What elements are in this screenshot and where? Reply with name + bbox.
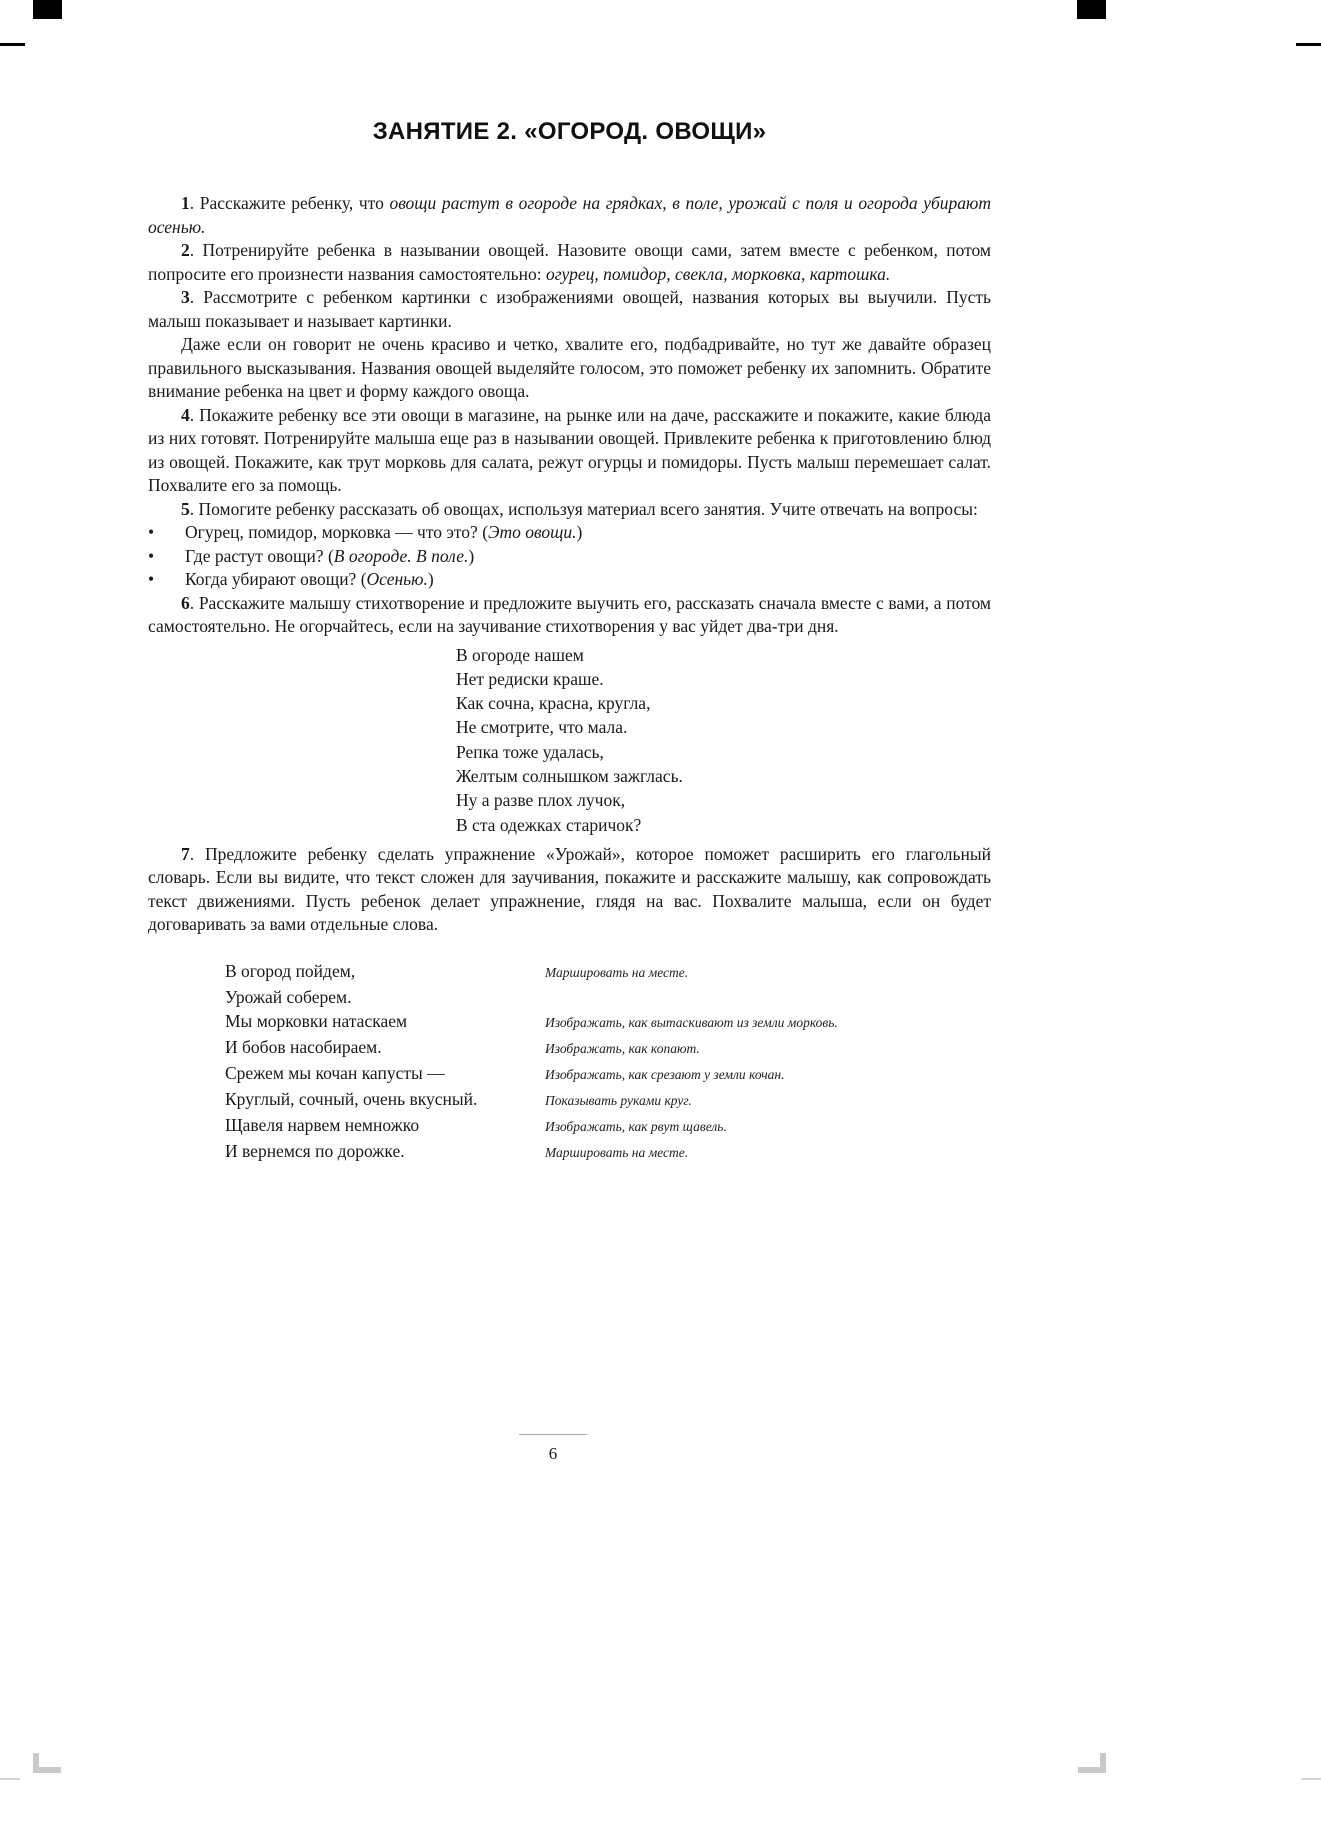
poem-line: В огороде нашем [456, 644, 584, 665]
exercise-verse-line: Мы морковки натаскаем [225, 1010, 408, 1031]
crop-mark-top-right [1077, 0, 1106, 19]
registration-tick-left [0, 43, 25, 46]
item-number: 5 [181, 498, 190, 519]
crop-mark-top-left [33, 0, 62, 19]
exercise-row [225, 959, 991, 985]
poem-line: Как сочна, красна, кругла, [456, 693, 651, 714]
registration-tick-right [1296, 43, 1321, 46]
question-item [148, 545, 991, 569]
poem-line: Не смотрите, что мала. [456, 717, 628, 738]
registration-tick-bottom-left [0, 1778, 20, 1780]
paragraph-text: . Помогите ребенку рассказать об овощах, используя материал всего занятия. Учите отвечать на вопросы: [189, 498, 978, 519]
question-close: ) [468, 545, 475, 566]
bullet-marker: • [148, 522, 155, 542]
poem-line: Репка тоже удалась, [456, 741, 604, 762]
poem-line: В ста одежках старичок? [456, 814, 642, 835]
question-answer-italic: Осенью. [366, 569, 428, 589]
question-prompt: Огурец, помидор, морковка — что это? ( [185, 522, 489, 542]
question-answer-italic: Это овощи. [488, 522, 577, 542]
paragraph-4 [148, 404, 991, 498]
exercise-action: Показывать руками круг. [545, 1092, 692, 1108]
exercise-row [225, 1009, 991, 1035]
exercise-action: Изображать, как копают. [545, 1040, 700, 1056]
exercise-verse-line: Круглый, сочный, очень вкусный. [225, 1088, 478, 1109]
question-close: ) [576, 522, 583, 542]
question-close: ) [427, 569, 434, 589]
bullet-marker: • [148, 545, 155, 566]
lesson-title: ЗАНЯТИЕ 2. «ОГОРОД. ОВОЩИ» [372, 118, 767, 145]
question-list [148, 521, 991, 592]
paragraph-text: . Расскажите ребенку, что [189, 193, 390, 213]
item-number: 3 [181, 287, 190, 307]
exercise-row [225, 1113, 991, 1139]
exercise-action: Маршировать на месте. [545, 964, 689, 980]
footer-rule [519, 1434, 587, 1435]
poem-line: Нет редиски краше. [456, 668, 604, 689]
paragraph-text: . Расскажите малышу стихотворение и предложите выучить его, рассказать сначала вместе с вами, а потом самостоятельно. Не огорчайтесь, если на заучивание стихотворения у вас уйдет два-три дня. [148, 592, 991, 636]
paragraph-text: . Предложите ребенку сделать упражнение «Урожай», которое поможет расширить его глагольный словарь. Если вы видите, что текст сложен для заучивания, покажите и расскажите малышу, как сопровождать текст движениями. Пусть ребенок делает упражнение, глядя на вас. Похвалите малыша, если он будет договаривать за вами отдельные слова. [148, 843, 991, 935]
exercise-action: Изображать, как вытаскивают из земли морковь. [545, 1014, 838, 1030]
paragraph-3 [148, 286, 991, 333]
paragraph-text-italic: огурец, помидор, свекла, морковка, картошка. [545, 263, 891, 284]
paragraph-text: Даже если он говорит не очень красиво и четко, хвалите его, подбадривайте, но тут же давайте образец правильного высказывания. Названия овощей выделяйте голосом, это поможет ребенку их запомнить. Обратите внимание ребенка на цвет и форму каждого овоща. [148, 334, 991, 401]
exercise-verse-line: И вернемся по дорожке. [225, 1140, 405, 1161]
paragraph-6 [148, 592, 991, 639]
question-item [148, 521, 991, 545]
page-footer [503, 1434, 603, 1464]
question-item [148, 568, 991, 592]
question-text [185, 545, 991, 569]
paragraph-text: . Покажите ребенку все эти овощи в магазине, на рынке или на даче, расскажите и покажите, какие блюда из них готовят. Потренируйте малыша еще раз в назывании овощей. Привлеките ребенка к приготовлению блюд из овощей. Покажите, как трут морковь для салата, режут огурцы и помидоры. Пусть малыш перемешает салат. Похвалите его за помощь. [148, 404, 991, 495]
exercise-verse-line: И бобов насобираем. [225, 1036, 382, 1057]
exercise-row [225, 1087, 991, 1113]
item-number: 2 [181, 240, 190, 260]
paragraph-5 [148, 498, 991, 522]
paragraph-text: . Потренируйте ребенка в назывании овощей. Назовите овощи сами, затем вместе с ребенком, потом попросите его произнести названия самостоятельно: [148, 240, 991, 284]
paragraph-1 [148, 192, 991, 239]
paragraph-7 [148, 843, 991, 937]
exercise-action: Изображать, как срезают у земли кочан. [545, 1066, 785, 1082]
item-number: 7 [181, 843, 190, 864]
exercise-verse-line: Щавеля нарвем немножко [225, 1114, 420, 1135]
bullet-marker: • [148, 569, 155, 589]
paragraph-3-continued [148, 333, 991, 404]
question-text [185, 568, 991, 592]
exercise-verse-line: В огород пойдем, [225, 960, 356, 981]
exercise-action: Маршировать на месте. [545, 1144, 689, 1160]
paragraph-text-italic: овощи растут в огороде на грядках, в поле, урожай с поля и огорода убирают осенью. [148, 193, 991, 237]
exercise-row [225, 985, 991, 1009]
crop-mark-bottom-right [1078, 1753, 1106, 1773]
question-answer-italic: В огороде. В поле. [333, 545, 469, 566]
item-number: 6 [181, 592, 190, 613]
page-number: 6 [548, 1444, 558, 1463]
exercise-row [225, 1035, 991, 1061]
page-content [148, 118, 991, 1165]
poem-block [456, 643, 991, 837]
item-number: 1 [181, 193, 190, 213]
question-prompt: Где растут овощи? ( [185, 545, 334, 566]
question-text [185, 521, 991, 545]
exercise-action: Изображать, как рвут щавель. [545, 1118, 727, 1134]
exercise-row [225, 1139, 991, 1165]
poem-line: Ну а разве плох лучок, [456, 790, 626, 811]
poem-line: Желтым солнышком зажглась. [456, 765, 683, 786]
crop-mark-bottom-left [33, 1753, 61, 1773]
paragraph-text: . Рассмотрите с ребенком картинки с изображениями овощей, названия которых вы выучили. Пусть малыш показывает и называет картинки. [148, 287, 991, 331]
exercise-verse-line: Срежем мы кочан капусты — [225, 1062, 445, 1083]
registration-tick-bottom-right [1301, 1778, 1321, 1780]
exercise-verse-line: Урожай соберем. [225, 986, 352, 1007]
exercise-table [225, 959, 991, 1165]
item-number: 4 [181, 404, 190, 425]
exercise-row [225, 1061, 991, 1087]
paragraph-2 [148, 239, 991, 286]
question-prompt: Когда убирают овощи? ( [185, 569, 367, 589]
